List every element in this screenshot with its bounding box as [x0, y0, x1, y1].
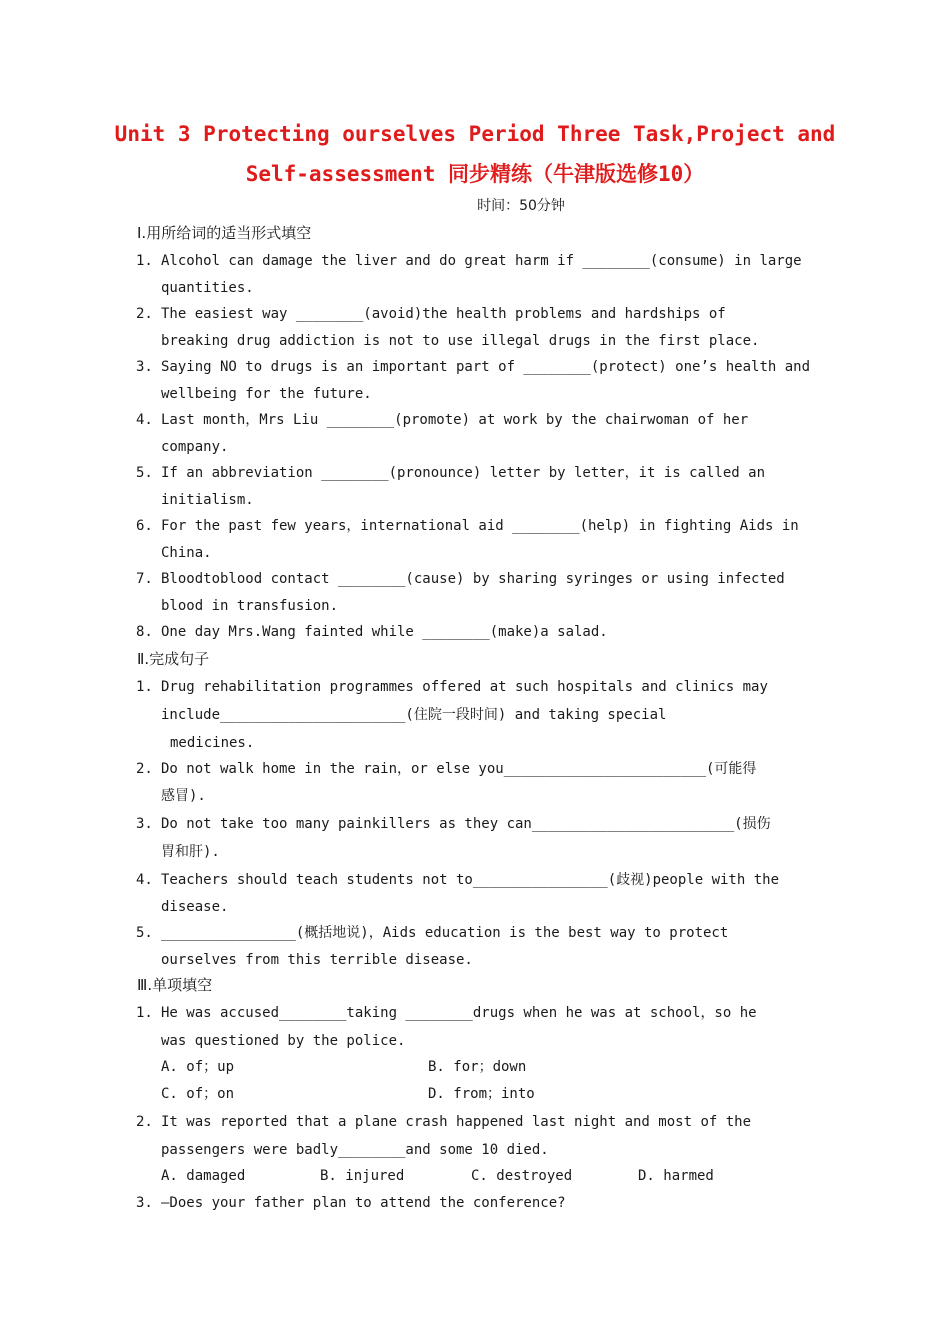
s1-q1-number: 1. — [136, 253, 153, 269]
s1-q7-number: 7. — [136, 571, 153, 587]
s3-q2-option-a: A. damaged — [161, 1168, 246, 1184]
s3-q1-line2: was questioned by the police. — [161, 1033, 406, 1049]
s1-q4-line1: Last month，Mrs Liu ________(promote) at work by the chairwoman of her — [161, 412, 749, 428]
s3-q2-line2: passengers were badly________and some 10 died. — [161, 1142, 549, 1158]
s1-q3-line1: Saying NO to drugs is an important part of ________(protect) one’s health and — [161, 359, 811, 375]
s2-q5-line1: ________________(概括地说)，Aids education is the best way to protect — [161, 925, 729, 941]
s1-q2-line2: breaking drug addiction is not to use illegal drugs in the first place. — [161, 333, 760, 349]
s2-q4-number: 4. — [136, 872, 153, 888]
s1-q7-line2: blood in transfusion. — [161, 598, 339, 614]
s1-q1-line2: quantities. — [161, 280, 254, 296]
s1-q5-line2: initialism. — [161, 492, 254, 508]
s2-q1-line3: medicines. — [170, 735, 255, 751]
s1-q3-line2: wellbeing for the future. — [161, 386, 372, 402]
s2-q1-line2: include______________________(住院一段时间) and taking special — [161, 707, 667, 723]
s2-q3-line2: 胃和肝). — [161, 844, 220, 860]
section-2-heading: Ⅱ.完成句子 — [137, 650, 210, 668]
s2-q1-number: 1. — [136, 679, 153, 695]
s1-q2-number: 2. — [136, 306, 153, 322]
s3-q2-option-c: C. destroyed — [471, 1168, 573, 1184]
s2-q3-number: 3. — [136, 816, 153, 832]
s1-q7-line1: Bloodtoblood contact ________(cause) by sharing syringes or using infected — [161, 571, 785, 587]
s1-q1-line1: Alcohol can damage the liver and do great harm if ________(consume) in large — [161, 253, 802, 269]
s1-q6-number: 6. — [136, 518, 153, 534]
s1-q5-line1: If an abbreviation ________(pronounce) letter by letter，it is called an — [161, 465, 766, 481]
s3-q2-number: 2. — [136, 1114, 153, 1130]
s3-q1-line1: He was accused________taking ________drugs when he was at school，so he — [161, 1005, 757, 1021]
title-line-1: Unit 3 Protecting ourselves Period Three Task,Project and — [114, 122, 836, 146]
s2-q1-line1: Drug rehabilitation programmes offered at such hospitals and clinics may — [161, 679, 768, 695]
s2-q2-line2: 感冒). — [161, 788, 206, 804]
title-line-2: Self-assessment 同步精练（牛津版选修10） — [245, 162, 705, 186]
s1-q4-line2: company. — [161, 439, 229, 455]
s1-q6-line2: China. — [161, 545, 212, 561]
s3-q1-option-c: C. of；on — [161, 1086, 235, 1102]
s2-q5-number: 5. — [136, 925, 153, 941]
s2-q2-line1: Do not walk home in the rain，or else you________________________(可能得 — [161, 761, 757, 777]
time-limit: 时间：50分钟 — [477, 198, 565, 214]
s1-q4-number: 4. — [136, 412, 153, 428]
s2-q3-line1: Do not take too many painkillers as they can________________________(损伤 — [161, 816, 771, 832]
s1-q8-number: 8. — [136, 624, 153, 640]
s1-q3-number: 3. — [136, 359, 153, 375]
s3-q1-option-b: B. for；down — [428, 1059, 527, 1075]
s1-q5-number: 5. — [136, 465, 153, 481]
s3-q2-line1: It was reported that a plane crash happened last night and most of the — [161, 1114, 752, 1130]
s3-q1-number: 1. — [136, 1005, 153, 1021]
s2-q2-number: 2. — [136, 761, 153, 777]
s3-q3-number: 3. — [136, 1195, 153, 1211]
s3-q1-option-a: A. of；up — [161, 1059, 235, 1075]
s3-q1-option-d: D. from；into — [428, 1086, 535, 1102]
section-1-heading: Ⅰ.用所给词的适当形式填空 — [137, 224, 312, 242]
section-3-heading: Ⅲ.单项填空 — [137, 976, 213, 994]
s2-q5-line2: ourselves from this terrible disease. — [161, 952, 473, 968]
s2-q4-line2: disease. — [161, 899, 229, 915]
s3-q3-line1: —Does your father plan to attend the conference? — [161, 1195, 566, 1211]
s1-q6-line1: For the past few years，international aid ________(help) in fighting Aids in — [161, 518, 799, 534]
s1-q8-line1: One day Mrs.Wang fainted while ________(make)a salad. — [161, 624, 608, 640]
s1-q2-line1: The easiest way ________(avoid)the health problems and hardships of — [161, 306, 726, 322]
s3-q2-option-d: D. harmed — [638, 1168, 714, 1184]
s3-q2-option-b: B. injured — [320, 1168, 405, 1184]
s2-q4-line1: Teachers should teach students not to________________(歧视)people with the — [161, 872, 780, 888]
